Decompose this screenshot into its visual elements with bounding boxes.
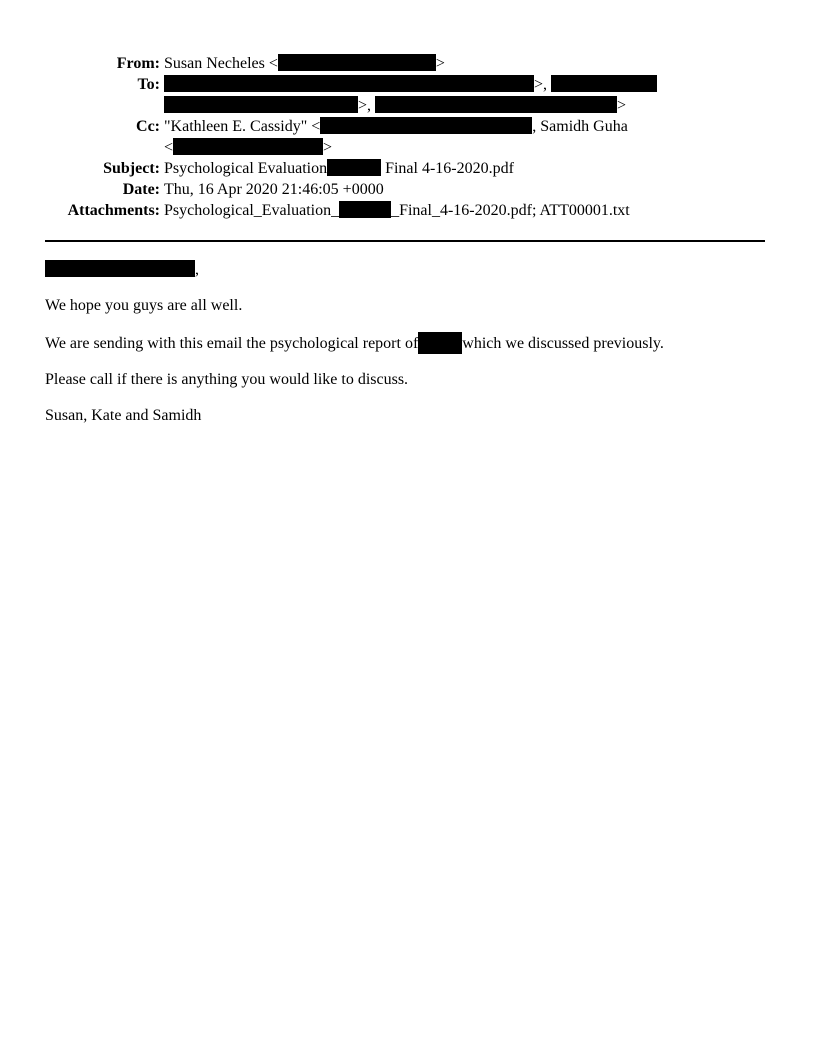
redaction-block [418,332,462,354]
redaction-block [164,75,534,92]
redaction-block [551,75,657,92]
date-value: Thu, 16 Apr 2020 21:46:05 +0000 [164,181,384,198]
redaction-block [278,54,436,71]
from-close: > [435,55,445,72]
cc-second-name: , Samidh Guha [532,118,628,135]
attachments-row [0,200,816,221]
redaction-block [327,159,381,176]
cc-open: < [164,139,174,156]
date-label: Date: [122,181,160,198]
to-row [0,74,816,116]
from-name: Susan Necheles < [164,55,278,72]
to-close: > [617,97,627,114]
attachments-label: Attachments: [67,202,160,219]
from-label: From: [116,55,160,72]
attachments-value [164,200,684,221]
redaction-block [173,138,323,155]
subject-row [0,158,816,179]
cc-name: "Kathleen E. Cassidy" < [164,118,321,135]
signoff: Susan, Kate and Samidh [45,407,202,424]
body-line-2 [45,332,765,354]
subject-label: Subject: [103,160,160,177]
redaction-block [339,201,391,218]
cc-label: Cc: [136,118,160,135]
cc-row [0,116,816,158]
subject-text: Psychological Evaluation [164,160,328,177]
redaction-block [45,260,195,277]
email-header [0,53,816,221]
body-line-1: We hope you guys are all well. [45,297,243,314]
body-line-3: Please call if there is anything you would like to discuss. [45,371,409,388]
to-value [164,74,684,116]
attachment-text: Psychological_Evaluation_ [164,202,340,219]
redaction-block [320,117,532,134]
body-line-2-end: which we discussed previously. [462,335,664,352]
cc-value [164,116,684,158]
to-separator: >, [534,76,548,93]
to-separator: >, [358,97,372,114]
redaction-block [375,96,617,113]
subject-text-end: Final 4-16-2020.pdf [381,160,514,177]
from-value [164,53,684,74]
email-body [45,260,765,442]
attachment-text-end: _Final_4-16-2020.pdf; ATT00001.txt [391,202,630,219]
body-line-2-start: We are sending with this email the psychological report of [45,335,419,352]
redaction-block [164,96,358,113]
to-label: To: [137,76,160,93]
from-row [0,53,816,74]
greeting [45,260,765,280]
greeting-comma: , [195,261,199,278]
cc-close: > [323,139,333,156]
date-row [0,179,816,200]
header-divider [45,240,765,242]
subject-value [164,158,684,179]
